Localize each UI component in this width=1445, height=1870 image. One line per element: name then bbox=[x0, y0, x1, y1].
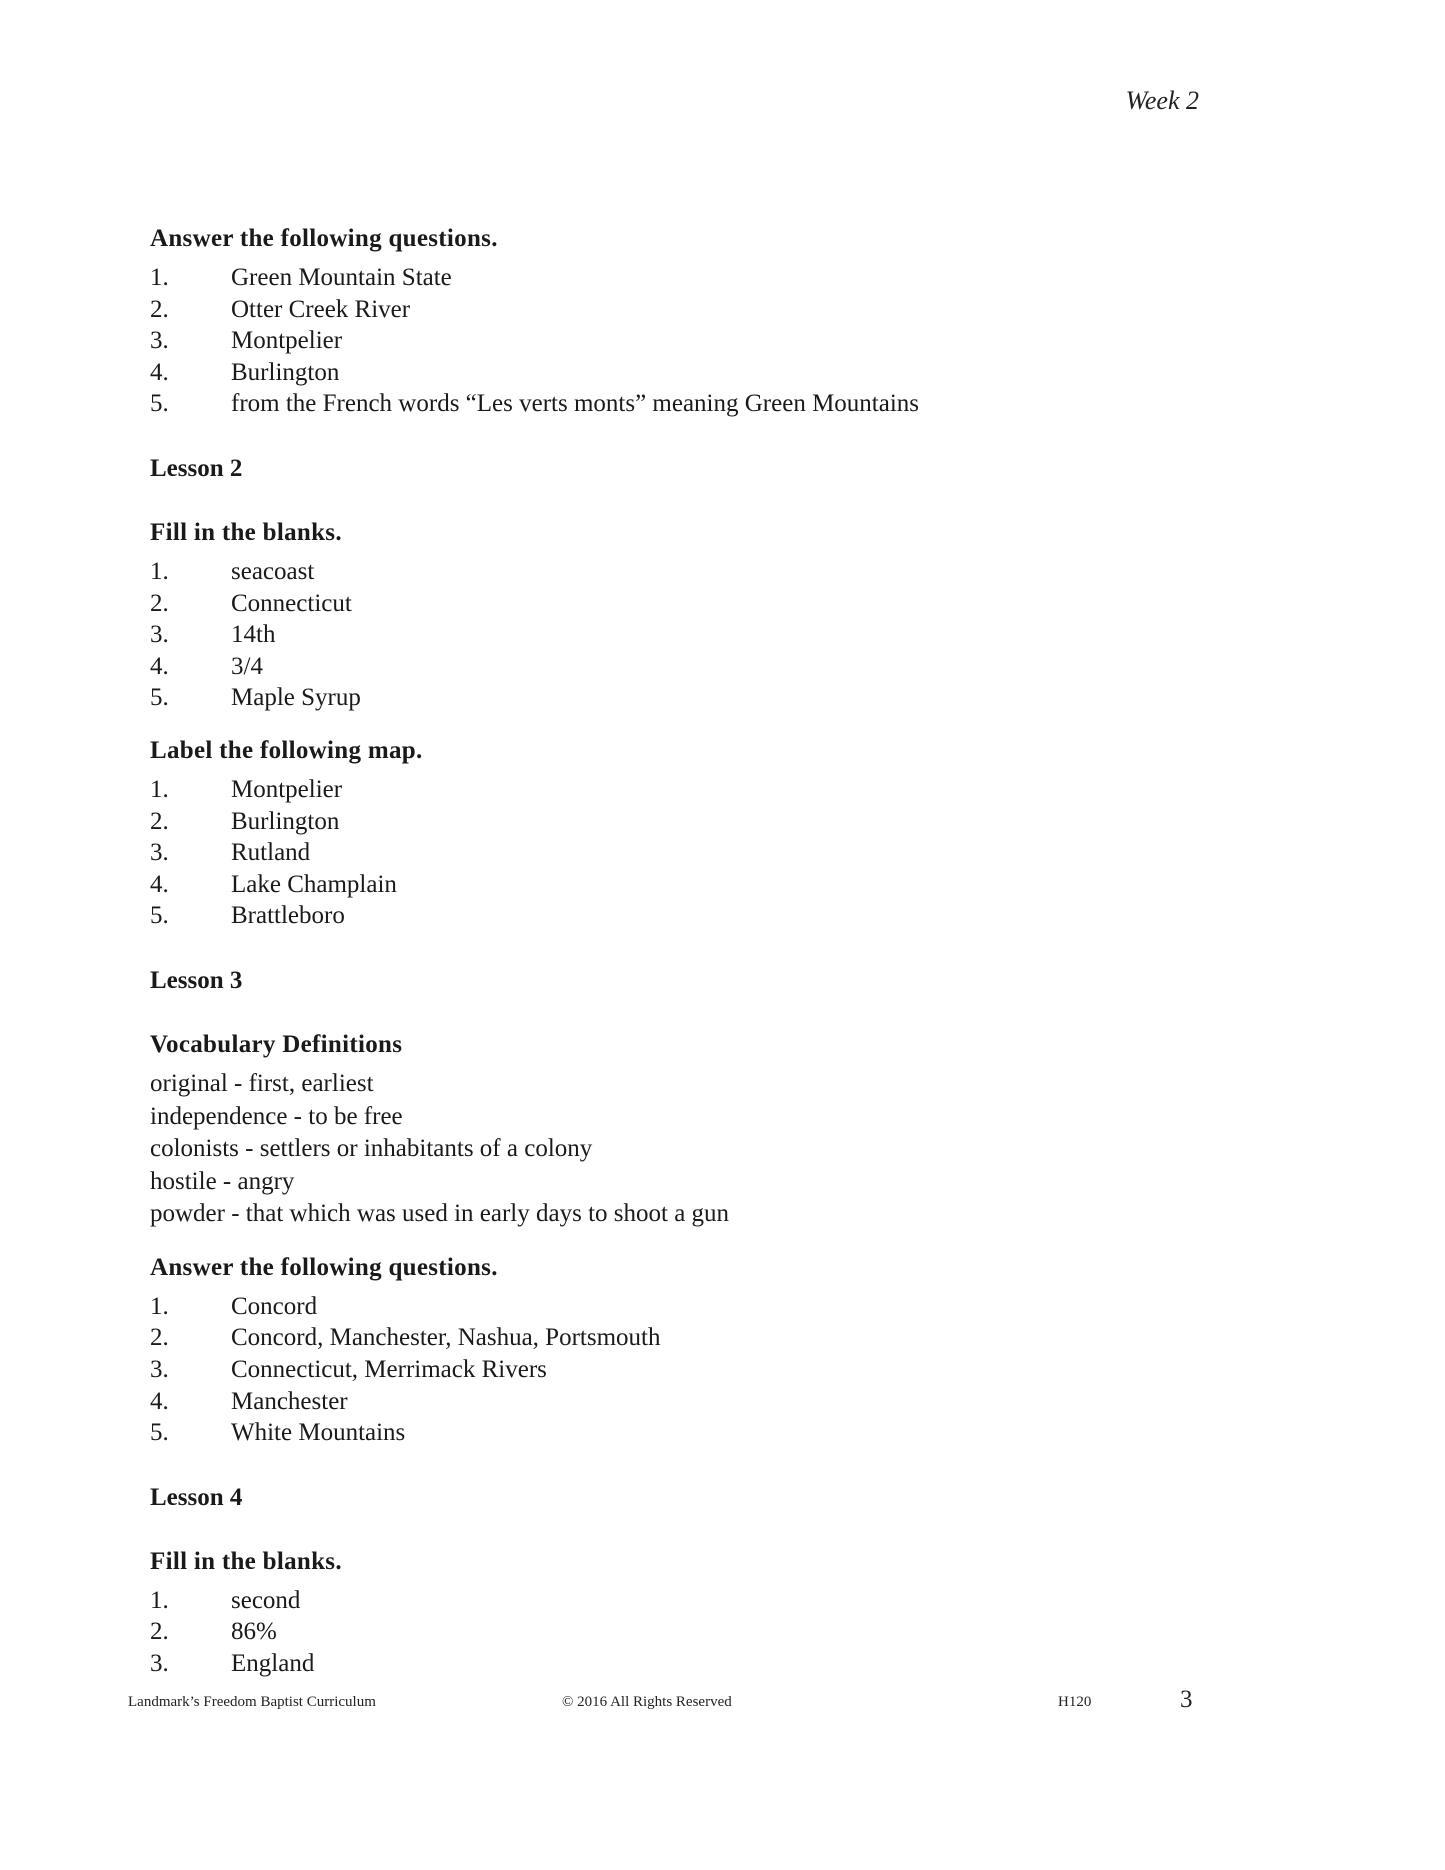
item-text: Lake Champlain bbox=[231, 870, 397, 898]
list-item bbox=[150, 869, 1250, 901]
list-item bbox=[150, 1417, 1250, 1449]
list-item bbox=[150, 294, 1250, 326]
item-number: 3. bbox=[150, 1356, 169, 1384]
item-number: 5. bbox=[150, 902, 169, 930]
item-number: 1. bbox=[150, 775, 169, 803]
answer-list-6 bbox=[150, 1585, 1250, 1680]
lesson-2-title: Lesson 2 bbox=[150, 454, 243, 482]
item-number: 5. bbox=[150, 684, 169, 712]
item-text: Connecticut bbox=[231, 589, 352, 617]
section-heading-vocabulary: Vocabulary Definitions bbox=[150, 1030, 403, 1058]
item-text: Manchester bbox=[231, 1387, 348, 1415]
item-text: Montpelier bbox=[231, 327, 343, 355]
item-number: 2. bbox=[150, 807, 169, 835]
item-text: Burlington bbox=[231, 358, 340, 386]
item-text: from the French words “Les verts monts” meaning Green Mountains bbox=[231, 390, 920, 418]
list-item bbox=[150, 651, 1250, 683]
item-text: Green Mountain State bbox=[231, 264, 452, 291]
week-label: Week 2 bbox=[1125, 86, 1199, 115]
list-item bbox=[150, 357, 1250, 389]
item-number: 3. bbox=[150, 839, 169, 867]
list-item bbox=[150, 1616, 1250, 1648]
item-text: Maple Syrup bbox=[231, 684, 361, 712]
item-number: 5. bbox=[150, 1419, 169, 1447]
item-text: Rutland bbox=[231, 839, 311, 867]
list-item bbox=[150, 837, 1250, 869]
item-number: 4. bbox=[150, 870, 169, 898]
answer-list-3 bbox=[150, 774, 1250, 932]
item-number: 2. bbox=[150, 589, 169, 617]
item-number: 1. bbox=[150, 557, 169, 585]
list-item bbox=[150, 325, 1250, 357]
footer-curriculum-name: Landmark’s Freedom Baptist Curriculum bbox=[128, 1694, 376, 1710]
item-text: 86% bbox=[231, 1618, 277, 1646]
item-number: 3. bbox=[150, 621, 169, 649]
list-item bbox=[150, 1291, 1250, 1323]
lesson-3-title: Lesson 3 bbox=[150, 966, 243, 994]
footer-copyright: © 2016 All Rights Reserved bbox=[562, 1694, 732, 1710]
list-item bbox=[150, 806, 1250, 838]
item-text: Brattleboro bbox=[231, 902, 345, 930]
item-text: Otter Creek River bbox=[231, 295, 411, 323]
vocabulary-item: independence - to be free bbox=[150, 1102, 403, 1130]
list-item bbox=[150, 1585, 1250, 1617]
list-item bbox=[150, 588, 1250, 620]
item-number: 2. bbox=[150, 295, 169, 323]
list-item bbox=[150, 1354, 1250, 1386]
lesson-4-title: Lesson 4 bbox=[150, 1483, 243, 1511]
item-number: 3. bbox=[150, 327, 169, 355]
item-number: 4. bbox=[150, 358, 169, 386]
item-text: Montpelier bbox=[231, 775, 343, 803]
item-text: Concord bbox=[231, 1292, 318, 1320]
section-heading-answer-questions-2: Answer the following questions. bbox=[150, 1253, 498, 1281]
vocabulary-item: original - first, earliest bbox=[150, 1069, 374, 1097]
item-text: seacoast bbox=[231, 557, 315, 585]
vocabulary-item: colonists - settlers or inhabitants of a colony bbox=[150, 1135, 593, 1163]
item-number: 2. bbox=[150, 1618, 169, 1646]
section-heading-fill-blanks-1: Fill in the blanks. bbox=[150, 518, 342, 546]
list-item bbox=[150, 682, 1250, 714]
list-item bbox=[150, 556, 1250, 588]
item-text: Concord, Manchester, Nashua, Portsmouth bbox=[231, 1324, 661, 1352]
list-item bbox=[150, 262, 1250, 294]
list-item bbox=[150, 900, 1250, 932]
vocabulary-item: powder - that which was used in early days to shoot a gun bbox=[150, 1200, 730, 1228]
section-heading-label-map: Label the following map. bbox=[150, 736, 423, 764]
item-number: 1. bbox=[150, 1292, 169, 1320]
item-number: 1. bbox=[150, 1586, 169, 1614]
page-number: 3 bbox=[1180, 1686, 1193, 1713]
item-text: 14th bbox=[231, 621, 276, 649]
item-number: 3. bbox=[150, 1650, 169, 1678]
list-item bbox=[150, 1322, 1250, 1354]
list-item bbox=[150, 1386, 1250, 1418]
answer-key-content bbox=[150, 220, 1250, 1680]
section-heading-fill-blanks-2: Fill in the blanks. bbox=[150, 1547, 342, 1575]
section-heading-answer-questions-1: Answer the following questions. bbox=[150, 225, 498, 252]
item-text: England bbox=[231, 1650, 315, 1678]
list-item bbox=[150, 774, 1250, 806]
item-number: 4. bbox=[150, 652, 169, 680]
item-number: 1. bbox=[150, 264, 169, 291]
list-item bbox=[150, 388, 1250, 420]
answer-list-2 bbox=[150, 556, 1250, 714]
list-item bbox=[150, 1648, 1250, 1680]
vocabulary-list bbox=[150, 1068, 1250, 1231]
item-text: White Mountains bbox=[231, 1419, 406, 1447]
item-text: second bbox=[231, 1586, 301, 1614]
list-item bbox=[150, 619, 1250, 651]
item-number: 4. bbox=[150, 1387, 169, 1415]
item-number: 5. bbox=[150, 390, 169, 418]
vocabulary-item: hostile - angry bbox=[150, 1167, 295, 1195]
item-text: 3/4 bbox=[231, 652, 263, 680]
item-number: 2. bbox=[150, 1324, 169, 1352]
answer-list-1 bbox=[150, 262, 1250, 420]
item-text: Connecticut, Merrimack Rivers bbox=[231, 1356, 547, 1384]
answer-list-5 bbox=[150, 1291, 1250, 1449]
footer-course-code: H120 bbox=[1058, 1694, 1092, 1710]
item-text: Burlington bbox=[231, 807, 340, 835]
